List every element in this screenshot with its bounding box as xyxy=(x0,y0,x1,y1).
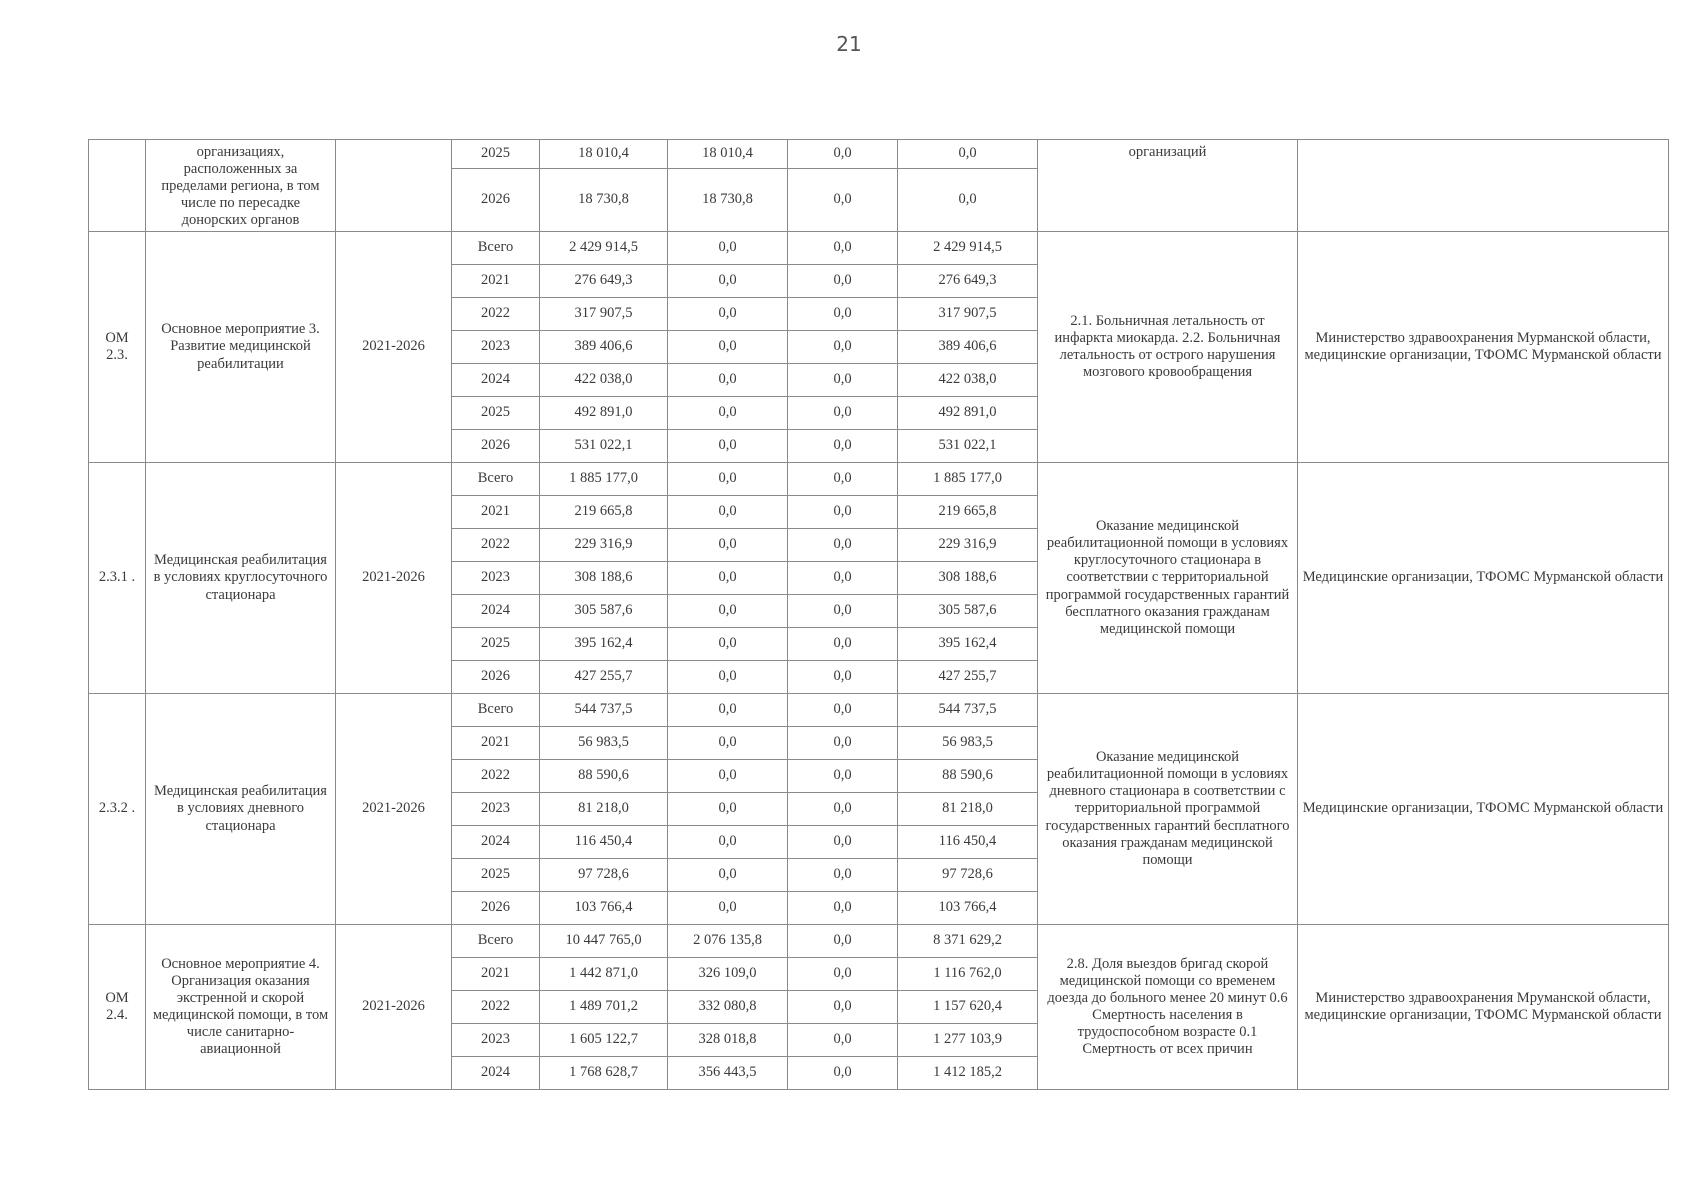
local-amount-cell: 0,0 xyxy=(788,595,898,628)
responsible-executor xyxy=(1298,140,1669,232)
regional-amount-cell: 308 188,6 xyxy=(898,562,1038,595)
total-amount-cell: 18 730,8 xyxy=(540,169,668,232)
activity-code xyxy=(89,140,146,232)
total-amount-cell: 56 983,5 xyxy=(540,727,668,760)
table-row xyxy=(89,925,1669,958)
activity-code: ОМ 2.3. xyxy=(89,232,146,463)
total-amount-cell: 305 587,6 xyxy=(540,595,668,628)
activity-name: Основное мероприятие 4. Организация оказания экстренной и скорой медицинской помощи, в том числе санитарно-авиационной xyxy=(146,925,336,1090)
year-cell: Всего xyxy=(452,694,540,727)
responsible-executor: Министерство здравоохранения Мруманской области, медицинские организации, ТФОМС Мурманской области xyxy=(1298,925,1669,1090)
regional-amount-cell: 1 157 620,4 xyxy=(898,991,1038,1024)
local-amount-cell: 0,0 xyxy=(788,562,898,595)
regional-amount-cell: 427 255,7 xyxy=(898,661,1038,694)
federal-amount-cell: 0,0 xyxy=(668,595,788,628)
total-amount-cell: 1 489 701,2 xyxy=(540,991,668,1024)
table-row xyxy=(89,463,1669,496)
regional-amount-cell: 103 766,4 xyxy=(898,892,1038,925)
federal-amount-cell: 0,0 xyxy=(668,760,788,793)
responsible-executor: Медицинские организации, ТФОМС Мурманской области xyxy=(1298,694,1669,925)
year-cell: Всего xyxy=(452,463,540,496)
year-cell: 2023 xyxy=(452,562,540,595)
federal-amount-cell: 0,0 xyxy=(668,364,788,397)
year-cell: 2025 xyxy=(452,397,540,430)
total-amount-cell: 492 891,0 xyxy=(540,397,668,430)
federal-amount-cell: 0,0 xyxy=(668,529,788,562)
regional-amount-cell: 81 218,0 xyxy=(898,793,1038,826)
local-amount-cell: 0,0 xyxy=(788,892,898,925)
activity-name: Медицинская реабилитация в условиях круглосуточного стационара xyxy=(146,463,336,694)
local-amount-cell: 0,0 xyxy=(788,760,898,793)
year-cell: 2023 xyxy=(452,331,540,364)
year-cell: 2022 xyxy=(452,991,540,1024)
activity-period: 2021-2026 xyxy=(336,232,452,463)
activity-period: 2021-2026 xyxy=(336,925,452,1090)
federal-amount-cell: 326 109,0 xyxy=(668,958,788,991)
year-cell: 2024 xyxy=(452,826,540,859)
local-amount-cell: 0,0 xyxy=(788,1024,898,1057)
federal-amount-cell: 0,0 xyxy=(668,694,788,727)
total-amount-cell: 2 429 914,5 xyxy=(540,232,668,265)
regional-amount-cell: 8 371 629,2 xyxy=(898,925,1038,958)
regional-amount-cell: 1 412 185,2 xyxy=(898,1057,1038,1090)
activity-name: Основное мероприятие 3. Развитие медицинской реабилитации xyxy=(146,232,336,463)
activity-name: организациях, расположенных за пределами региона, в том числе по пересадке донорских органов xyxy=(146,140,336,232)
total-amount-cell: 1 768 628,7 xyxy=(540,1057,668,1090)
year-cell: 2025 xyxy=(452,140,540,169)
federal-amount-cell: 332 080,8 xyxy=(668,991,788,1024)
local-amount-cell: 0,0 xyxy=(788,463,898,496)
year-cell: 2026 xyxy=(452,661,540,694)
program-activities-table xyxy=(88,139,1669,1090)
regional-amount-cell: 97 728,6 xyxy=(898,859,1038,892)
federal-amount-cell: 0,0 xyxy=(668,628,788,661)
year-cell: 2022 xyxy=(452,298,540,331)
year-cell: 2024 xyxy=(452,364,540,397)
year-cell: 2025 xyxy=(452,628,540,661)
target-indicator: Оказание медицинской реабилитационной помощи в условиях дневного стационара в соответствии с территориальной программой государственных гарантий бесплатного оказания гражданам медицинской помощи xyxy=(1038,694,1298,925)
regional-amount-cell: 0,0 xyxy=(898,140,1038,169)
year-cell: 2022 xyxy=(452,760,540,793)
table-row xyxy=(89,232,1669,265)
total-amount-cell: 427 255,7 xyxy=(540,661,668,694)
local-amount-cell: 0,0 xyxy=(788,529,898,562)
federal-amount-cell: 0,0 xyxy=(668,232,788,265)
local-amount-cell: 0,0 xyxy=(788,430,898,463)
year-cell: 2024 xyxy=(452,1057,540,1090)
regional-amount-cell: 276 649,3 xyxy=(898,265,1038,298)
regional-amount-cell: 305 587,6 xyxy=(898,595,1038,628)
regional-amount-cell: 422 038,0 xyxy=(898,364,1038,397)
responsible-executor: Медицинские организации, ТФОМС Мурманской области xyxy=(1298,463,1669,694)
year-cell: 2026 xyxy=(452,892,540,925)
target-indicator: 2.8. Доля выездов бригад скорой медицинской помощи со временем доезда до больного менее 20 минут 0.6 Смертность населения в трудоспособном возрасте 0.1 Смертность от всех причин xyxy=(1038,925,1298,1090)
local-amount-cell: 0,0 xyxy=(788,298,898,331)
local-amount-cell: 0,0 xyxy=(788,727,898,760)
local-amount-cell: 0,0 xyxy=(788,397,898,430)
activity-period: 2021-2026 xyxy=(336,463,452,694)
total-amount-cell: 531 022,1 xyxy=(540,430,668,463)
total-amount-cell: 229 316,9 xyxy=(540,529,668,562)
target-indicator: 2.1. Больничная летальность от инфаркта миокарда. 2.2. Больничная летальность от острого нарушения мозгового кровообращения xyxy=(1038,232,1298,463)
total-amount-cell: 544 737,5 xyxy=(540,694,668,727)
total-amount-cell: 422 038,0 xyxy=(540,364,668,397)
total-amount-cell: 97 728,6 xyxy=(540,859,668,892)
federal-amount-cell: 0,0 xyxy=(668,496,788,529)
local-amount-cell: 0,0 xyxy=(788,140,898,169)
federal-amount-cell: 18 010,4 xyxy=(668,140,788,169)
local-amount-cell: 0,0 xyxy=(788,169,898,232)
federal-amount-cell: 0,0 xyxy=(668,463,788,496)
federal-amount-cell: 18 730,8 xyxy=(668,169,788,232)
year-cell: 2026 xyxy=(452,430,540,463)
page-number: 21 xyxy=(836,32,862,56)
year-cell: Всего xyxy=(452,925,540,958)
regional-amount-cell: 1 277 103,9 xyxy=(898,1024,1038,1057)
activity-period xyxy=(336,140,452,232)
federal-amount-cell: 0,0 xyxy=(668,298,788,331)
federal-amount-cell: 0,0 xyxy=(668,661,788,694)
local-amount-cell: 0,0 xyxy=(788,694,898,727)
table-row xyxy=(89,694,1669,727)
local-amount-cell: 0,0 xyxy=(788,232,898,265)
total-amount-cell: 219 665,8 xyxy=(540,496,668,529)
local-amount-cell: 0,0 xyxy=(788,958,898,991)
target-indicator: Оказание медицинской реабилитационной помощи в условиях круглосуточного стационара в соответствии с территориальной программой государственных гарантий бесплатного оказания гражданам медицинской помощи xyxy=(1038,463,1298,694)
federal-amount-cell: 0,0 xyxy=(668,727,788,760)
total-amount-cell: 1 442 871,0 xyxy=(540,958,668,991)
year-cell: 2022 xyxy=(452,529,540,562)
activity-code: 2.3.2 . xyxy=(89,694,146,925)
federal-amount-cell: 0,0 xyxy=(668,265,788,298)
activity-code: ОМ 2.4. xyxy=(89,925,146,1090)
regional-amount-cell: 544 737,5 xyxy=(898,694,1038,727)
year-cell: 2025 xyxy=(452,859,540,892)
total-amount-cell: 10 447 765,0 xyxy=(540,925,668,958)
regional-amount-cell: 492 891,0 xyxy=(898,397,1038,430)
local-amount-cell: 0,0 xyxy=(788,793,898,826)
federal-amount-cell: 328 018,8 xyxy=(668,1024,788,1057)
regional-amount-cell: 1 116 762,0 xyxy=(898,958,1038,991)
total-amount-cell: 1 885 177,0 xyxy=(540,463,668,496)
local-amount-cell: 0,0 xyxy=(788,628,898,661)
local-amount-cell: 0,0 xyxy=(788,859,898,892)
total-amount-cell: 395 162,4 xyxy=(540,628,668,661)
total-amount-cell: 103 766,4 xyxy=(540,892,668,925)
activity-code: 2.3.1 . xyxy=(89,463,146,694)
regional-amount-cell: 56 983,5 xyxy=(898,727,1038,760)
regional-amount-cell: 229 316,9 xyxy=(898,529,1038,562)
activity-period: 2021-2026 xyxy=(336,694,452,925)
year-cell: 2021 xyxy=(452,496,540,529)
total-amount-cell: 1 605 122,7 xyxy=(540,1024,668,1057)
regional-amount-cell: 219 665,8 xyxy=(898,496,1038,529)
local-amount-cell: 0,0 xyxy=(788,991,898,1024)
local-amount-cell: 0,0 xyxy=(788,265,898,298)
regional-amount-cell: 531 022,1 xyxy=(898,430,1038,463)
year-cell: 2026 xyxy=(452,169,540,232)
federal-amount-cell: 0,0 xyxy=(668,331,788,364)
total-amount-cell: 276 649,3 xyxy=(540,265,668,298)
federal-amount-cell: 2 076 135,8 xyxy=(668,925,788,958)
year-cell: 2021 xyxy=(452,265,540,298)
total-amount-cell: 389 406,6 xyxy=(540,331,668,364)
local-amount-cell: 0,0 xyxy=(788,1057,898,1090)
target-indicator: организаций xyxy=(1038,140,1298,232)
federal-amount-cell: 0,0 xyxy=(668,397,788,430)
total-amount-cell: 18 010,4 xyxy=(540,140,668,169)
local-amount-cell: 0,0 xyxy=(788,826,898,859)
regional-amount-cell: 317 907,5 xyxy=(898,298,1038,331)
year-cell: 2021 xyxy=(452,727,540,760)
year-cell: 2024 xyxy=(452,595,540,628)
regional-amount-cell: 389 406,6 xyxy=(898,331,1038,364)
local-amount-cell: 0,0 xyxy=(788,661,898,694)
total-amount-cell: 317 907,5 xyxy=(540,298,668,331)
regional-amount-cell: 116 450,4 xyxy=(898,826,1038,859)
federal-amount-cell: 0,0 xyxy=(668,793,788,826)
responsible-executor: Министерство здравоохранения Мурманской области, медицинские организации, ТФОМС Мурманской области xyxy=(1298,232,1669,463)
local-amount-cell: 0,0 xyxy=(788,331,898,364)
year-cell: 2021 xyxy=(452,958,540,991)
regional-amount-cell: 2 429 914,5 xyxy=(898,232,1038,265)
federal-amount-cell: 0,0 xyxy=(668,892,788,925)
federal-amount-cell: 0,0 xyxy=(668,430,788,463)
year-cell: Всего xyxy=(452,232,540,265)
federal-amount-cell: 0,0 xyxy=(668,562,788,595)
activity-name: Медицинская реабилитация в условиях дневного стационара xyxy=(146,694,336,925)
federal-amount-cell: 0,0 xyxy=(668,826,788,859)
total-amount-cell: 116 450,4 xyxy=(540,826,668,859)
local-amount-cell: 0,0 xyxy=(788,925,898,958)
regional-amount-cell: 1 885 177,0 xyxy=(898,463,1038,496)
total-amount-cell: 81 218,0 xyxy=(540,793,668,826)
federal-amount-cell: 356 443,5 xyxy=(668,1057,788,1090)
total-amount-cell: 308 188,6 xyxy=(540,562,668,595)
year-cell: 2023 xyxy=(452,1024,540,1057)
local-amount-cell: 0,0 xyxy=(788,364,898,397)
regional-amount-cell: 88 590,6 xyxy=(898,760,1038,793)
table-row xyxy=(89,140,1669,169)
total-amount-cell: 88 590,6 xyxy=(540,760,668,793)
regional-amount-cell: 395 162,4 xyxy=(898,628,1038,661)
federal-amount-cell: 0,0 xyxy=(668,859,788,892)
regional-amount-cell: 0,0 xyxy=(898,169,1038,232)
year-cell: 2023 xyxy=(452,793,540,826)
local-amount-cell: 0,0 xyxy=(788,496,898,529)
